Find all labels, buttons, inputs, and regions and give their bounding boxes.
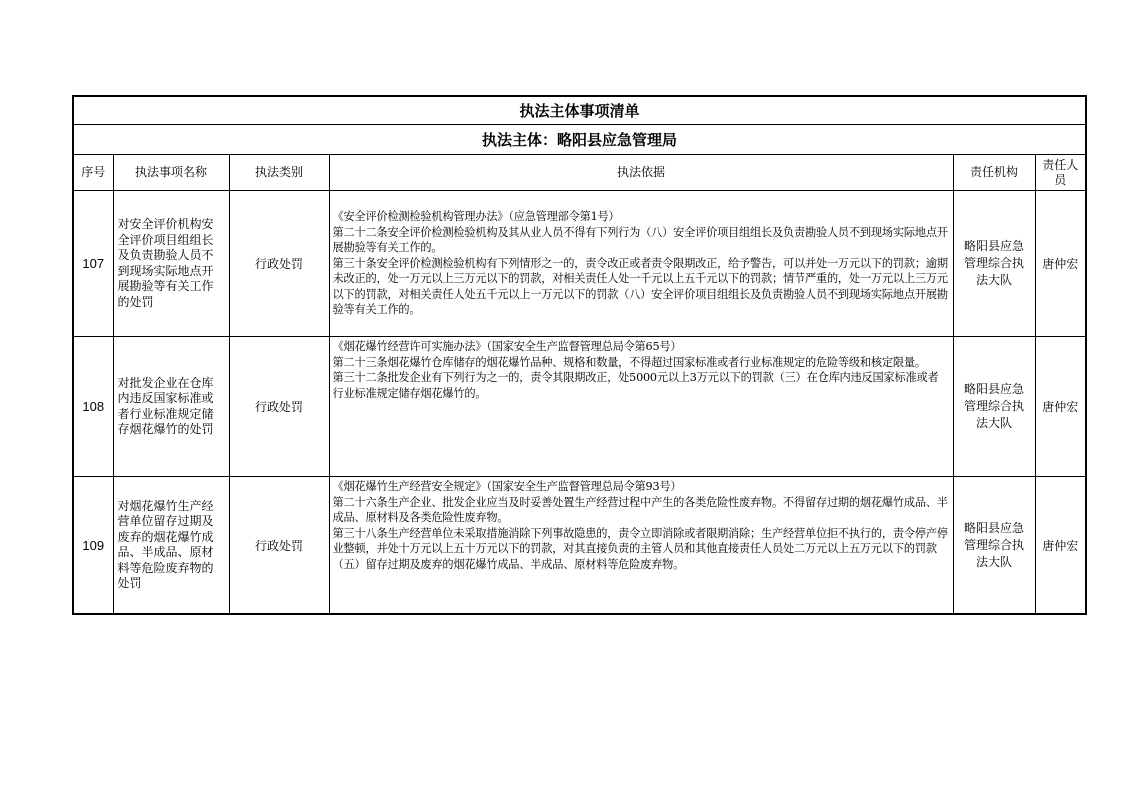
header-type: 执法类别 xyxy=(229,155,329,191)
header-no: 序号 xyxy=(73,155,113,191)
header-row xyxy=(73,155,1086,191)
enforcement-table xyxy=(72,95,1087,615)
sheet-subtitle: 执法主体：略阳县应急管理局 xyxy=(73,125,1086,155)
header-basis: 执法依据 xyxy=(329,155,953,191)
basis-line: 《烟花爆竹生产经营安全规定》（国家安全生产监督管理总局令第93号） xyxy=(332,480,682,493)
header-org: 责任机构 xyxy=(953,155,1035,191)
basis-line: 第二十三条烟花爆竹仓库储存的烟花爆竹品种、规格和数量，不得超过国家标准或者行业标准规定的危险等级和核定限量。 xyxy=(332,355,926,369)
row-type: 行政处罚 xyxy=(229,477,329,615)
row-basis xyxy=(329,477,953,615)
row-person: 唐仲宏 xyxy=(1035,191,1086,337)
row-no: 108 xyxy=(73,337,113,477)
row-org: 略阳县应急管理综合执法大队 xyxy=(953,337,1035,477)
row-item-name: 对安全评价机构安全评价项目组组长及负责勘验人员不到现场实际地点开展勘验等有关工作的处罚 xyxy=(113,191,229,337)
row-basis xyxy=(329,337,953,477)
table-row xyxy=(73,191,1086,337)
row-basis xyxy=(329,191,953,337)
basis-line: 第二十六条生产企业、批发企业应当及时妥善处置生产经营过程中产生的各类危险性废弃物。不得留存过期的烟花爆竹成品、半成品、原材料及各类危险性废弃物。 xyxy=(332,495,948,524)
row-type: 行政处罚 xyxy=(229,191,329,337)
row-no: 107 xyxy=(73,191,113,337)
basis-line: 第三十条安全评价检测检验机构有下列情形之一的，责令改正或者责令限期改正，给予警告，可以并处一万元以下的罚款；逾期未改正的，处一万元以上三万元以下的罚款，对相关责任人处一千元以上五千元以下的罚款；情节严重的，处一万元以上三万元以下的罚款，对相关责任人处五千元以上一万元以下的罚款（八）安全评价项目组组长及负责勘验人员不到现场实际地点开展勘验等有关工作的。 xyxy=(332,256,948,317)
row-person: 唐仲宏 xyxy=(1035,477,1086,615)
row-type: 行政处罚 xyxy=(229,337,329,477)
enforcement-list-sheet xyxy=(72,95,1087,615)
row-item-name: 对批发企业在仓库内违反国家标准或者行业标准规定储存烟花爆竹的处罚 xyxy=(113,337,229,477)
table-row xyxy=(73,337,1086,477)
basis-line: 《安全评价检测检验机构管理办法》（应急管理部令第1号） xyxy=(332,210,620,224)
row-org: 略阳县应急管理综合执法大队 xyxy=(953,477,1035,615)
sheet-title: 执法主体事项清单 xyxy=(73,96,1086,125)
basis-line: 第三十二条批发企业有下列行为之一的，责令其限期改正，处5000元以上3万元以下的罚款（三）在仓库内违反国家标准或者行业标准规定储存烟花爆竹的。 xyxy=(332,371,939,400)
row-org: 略阳县应急管理综合执法大队 xyxy=(953,191,1035,337)
basis-line: 第三十八条生产经营单位未采取措施消除下列事故隐患的，责令立即消除或者限期消除；生产经营单位拒不执行的，责令停产停业整顿，并处十万元以上五十万元以下的罚款，对其直接负责的主管人员和其他直接责任人员处二万元以上五万元以下的罚款（五）留存过期及废弃的烟花爆竹成品、半成品、原材料等危险废弃物。 xyxy=(332,526,948,571)
basis-line: 《烟花爆竹经营许可实施办法》（国家安全生产监督管理总局令第65号） xyxy=(332,340,682,353)
header-person: 责任人员 xyxy=(1035,155,1086,191)
row-person: 唐仲宏 xyxy=(1035,337,1086,477)
row-no: 109 xyxy=(73,477,113,615)
basis-line: 第二十二条安全评价检测检验机构及其从业人员不得有下列行为（八）安全评价项目组组长及负责勘验人员不到现场实际地点开展勘验等有关工作的。 xyxy=(332,225,948,255)
row-item-name: 对烟花爆竹生产经营单位留存过期及废弃的烟花爆竹成品、半成品、原材料等危险废弃物的处罚 xyxy=(113,477,229,615)
table-row xyxy=(73,477,1086,615)
header-name: 执法事项名称 xyxy=(113,155,229,191)
